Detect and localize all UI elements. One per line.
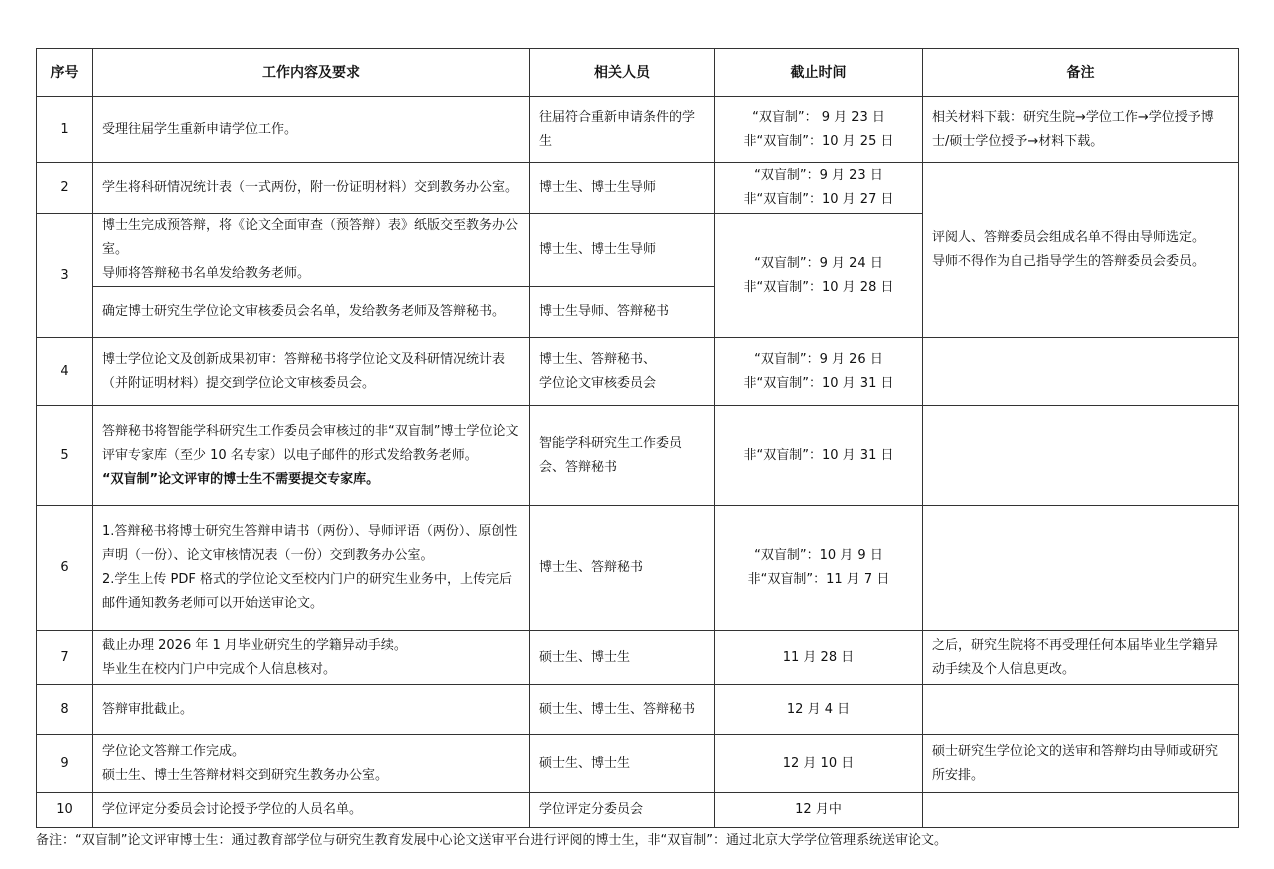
header-deadline: 截止时间 (715, 49, 923, 97)
schedule-table (36, 48, 1239, 828)
remark-line: 评阅人、答辩委员会组成名单不得由导师选定。 (932, 230, 1206, 245)
remark-line: 之后，研究生院将不再受理任何本届毕业生学籍异动手续及个人信息更改。 (932, 637, 1219, 677)
row-deadline (715, 406, 923, 506)
row-content (93, 793, 530, 828)
row-no: 2 (37, 163, 93, 214)
row-remark (923, 163, 1239, 338)
remark-line: 相关材料下载：研究生院→学位工作→学位授予博士/硕士学位授予→材料下载。 (932, 109, 1214, 149)
deadline-line: “双盲制”：9 月 26 日 (754, 351, 883, 367)
people-line: 往届符合重新申请条件的学生 (539, 109, 696, 149)
people-line: 智能学科研究生工作委员会、答辩秘书 (539, 435, 683, 475)
row-content (93, 338, 530, 406)
row-no: 8 (37, 685, 93, 735)
deadline-line: 非“双盲制”：10 月 31 日 (743, 375, 894, 391)
people-line: 硕士生、博士生 (539, 755, 631, 771)
table-row (37, 97, 1239, 163)
row-people (530, 97, 715, 163)
row-people (530, 793, 715, 828)
content-line: 博士生完成预答辩，将《论文全面审查（预答辩）表》纸版交至教务办公室。 (102, 218, 519, 257)
header-remark: 备注 (923, 49, 1239, 97)
row-remark (923, 506, 1239, 631)
row-no: 5 (37, 406, 93, 506)
row-remark (923, 97, 1239, 163)
deadline-line: 非“双盲制”：10 月 25 日 (743, 133, 894, 149)
row-people (530, 163, 715, 214)
row-people (530, 631, 715, 685)
content-bold-line: “双盲制”论文评审的博士生不需要提交专家库。 (102, 471, 380, 487)
content-line: 确定博士研究生学位论文审核委员会名单，发给教务老师及答辩秘书。 (102, 304, 506, 319)
row-content (93, 735, 530, 793)
deadline-line: 非“双盲制”：10 月 31 日 (743, 447, 894, 463)
deadline-line: “双盲制”：10 月 9 日 (754, 548, 883, 563)
row-remark (923, 631, 1239, 685)
people-line: 博士生、博士生导师 (539, 180, 657, 195)
table-row (37, 631, 1239, 685)
row-remark (923, 793, 1239, 828)
content-line: 2.学生上传 PDF 格式的学位论文至校内门户的研究生业务中，上传完后邮件通知教务老师可以开始送审论文。 (102, 572, 512, 611)
content-line: 1.答辩秘书将博士研究生答辩申请书（两份）、导师评语（两份）、原创性声明（一份）、论文审核情况表（一份）交到教务办公室。 (102, 524, 518, 563)
row-content (93, 506, 530, 631)
content-line: 硕士生、博士生答辩材料交到研究生教务办公室。 (102, 767, 389, 783)
people-line: 硕士生、博士生、答辩秘书 (539, 701, 696, 717)
table-row (37, 163, 1239, 214)
row-content (93, 406, 530, 506)
content-line: 受理往届学生重新申请学位工作。 (102, 121, 298, 137)
row-people (530, 406, 715, 506)
content-line: 学位论文答辩工作完成。 (102, 743, 246, 759)
row-remark (923, 685, 1239, 735)
row-no: 7 (37, 631, 93, 685)
deadline-line: “双盲制”： 9 月 23 日 (752, 109, 885, 125)
row-content (93, 97, 530, 163)
table-row (37, 793, 1239, 828)
row-deadline (715, 97, 923, 163)
row-deadline (715, 506, 923, 631)
content-line: 答辩审批截止。 (102, 701, 194, 717)
row-deadline (715, 685, 923, 735)
deadline-line: 12 月中 (795, 802, 842, 817)
content-line: 答辩秘书将智能学科研究生工作委员会审核过的非“双盲制”博士学位论文评审专家库（至少 10 名专家）以电子邮件的形式发给教务老师。 (102, 423, 519, 463)
table-row (37, 735, 1239, 793)
row-remark (923, 406, 1239, 506)
row-people (530, 287, 715, 338)
row-deadline (715, 338, 923, 406)
content-line: 博士学位论文及创新成果初审：答辩秘书将学位论文及科研情况统计表（并附证明材料）提交到学位论文审核委员会。 (102, 351, 506, 391)
deadline-line: 12 月 4 日 (786, 701, 851, 717)
people-line: 博士生、答辩秘书 (539, 560, 644, 575)
remark-line: 硕士研究生学位论文的送审和答辩均由导师或研究所安排。 (932, 743, 1219, 783)
row-no: 4 (37, 338, 93, 406)
row-deadline (715, 214, 923, 338)
deadline-line: “双盲制”：9 月 23 日 (754, 168, 883, 183)
content-line: 导师将答辩秘书名单发给教务老师。 (102, 266, 311, 281)
deadline-line: “双盲制”：9 月 24 日 (754, 255, 883, 271)
deadline-line: 非“双盲制”：10 月 27 日 (743, 192, 894, 207)
content-line: 截止办理 2026 年 1 月毕业研究生的学籍异动手续。 (102, 637, 407, 653)
row-content (93, 214, 530, 287)
table-row (37, 338, 1239, 406)
people-line: 博士生、博士生导师 (539, 242, 657, 257)
row-deadline (715, 163, 923, 214)
deadline-line: 11 月 28 日 (782, 649, 855, 665)
row-no: 9 (37, 735, 93, 793)
row-people (530, 735, 715, 793)
people-line: 学位评定分委员会 (539, 802, 644, 817)
header-no: 序号 (37, 49, 93, 97)
row-people (530, 685, 715, 735)
row-no: 3 (37, 214, 93, 338)
deadline-line: 非“双盲制”：10 月 28 日 (743, 279, 894, 295)
row-content (93, 631, 530, 685)
row-remark (923, 735, 1239, 793)
table-row (37, 506, 1239, 631)
people-line: 学位论文审核委员会 (539, 375, 657, 391)
deadline-line: 12 月 10 日 (782, 755, 855, 771)
row-no: 1 (37, 97, 93, 163)
row-no: 6 (37, 506, 93, 631)
header-people: 相关人员 (530, 49, 715, 97)
content-line: 学位评定分委员会讨论授予学位的人员名单。 (102, 802, 363, 817)
row-content (93, 163, 530, 214)
row-content (93, 287, 530, 338)
people-line: 博士生、答辩秘书、 (539, 351, 657, 367)
content-line: 毕业生在校内门户中完成个人信息核对。 (102, 661, 337, 677)
remark-line: 导师不得作为自己指导学生的答辩委员会委员。 (932, 254, 1206, 269)
people-line: 博士生导师、答辩秘书 (539, 304, 670, 319)
row-people (530, 214, 715, 287)
header-content: 工作内容及要求 (93, 49, 530, 97)
row-people (530, 506, 715, 631)
row-no: 10 (37, 793, 93, 828)
row-content (93, 685, 530, 735)
content-line: 学生将科研情况统计表（一式两份，附一份证明材料）交到教务办公室。 (102, 180, 519, 195)
deadline-line: 非“双盲制”：11 月 7 日 (747, 572, 890, 587)
row-people (530, 338, 715, 406)
row-deadline (715, 631, 923, 685)
row-deadline (715, 735, 923, 793)
table-row (37, 406, 1239, 506)
table-row (37, 685, 1239, 735)
row-deadline (715, 793, 923, 828)
people-line: 硕士生、博士生 (539, 649, 631, 665)
footnote: 备注：“双盲制”论文评审博士生：通过教育部学位与研究生教育发展中心论文送审平台进行评阅的博士生，非“双盲制”：通过北京大学学位管理系统送审论文。 (36, 833, 947, 848)
header-row (37, 49, 1239, 97)
row-remark (923, 338, 1239, 406)
